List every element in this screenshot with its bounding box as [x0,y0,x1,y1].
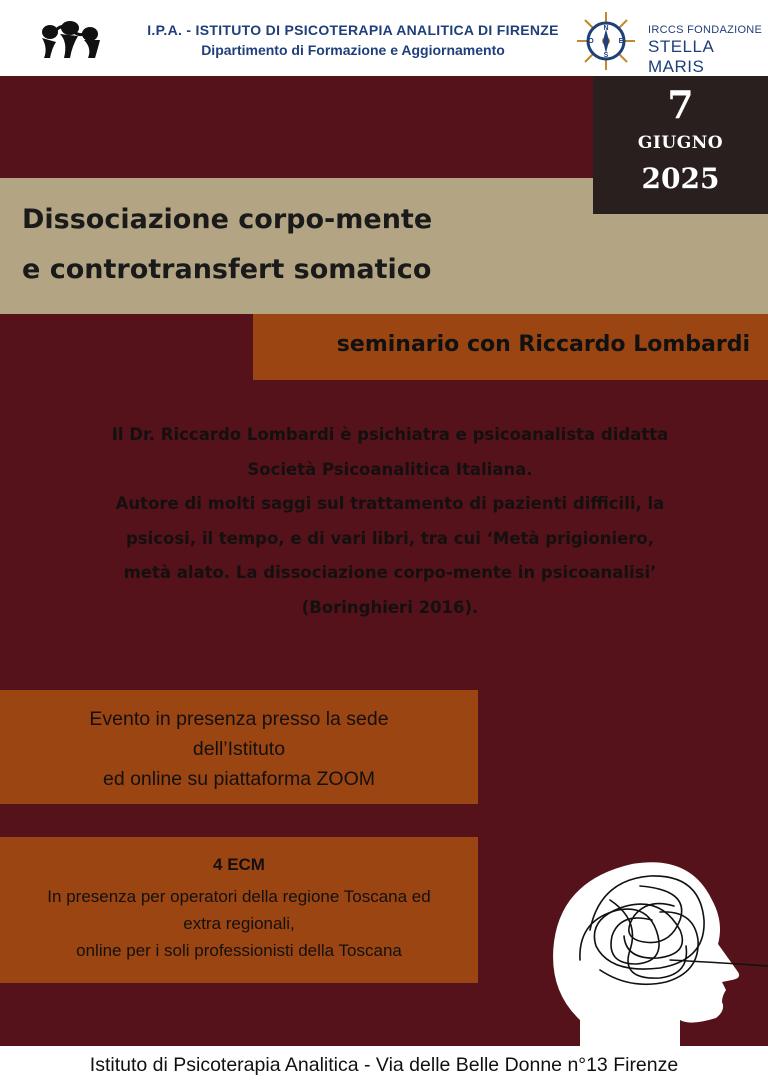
ecm-text [0,883,478,964]
partner-name: STELLA MARIS [648,37,714,76]
footer-address: Istituto di Psicoterapia Analitica - Via delle Belle Donne n°13 Firenze [89,1054,679,1076]
event-line: dell’Istituto [192,738,286,760]
institute-name: I.P.A. - ISTITUTO DI PSICOTERAPIA ANALITICA DI FIRENZE [147,22,559,38]
date-month: GIUGNO [637,133,724,153]
header [0,0,768,76]
bio-line: metà alato. La dissociazione corpo-mente in psicoanalisi’ [123,563,657,582]
event-line: ed online su piattaforma ZOOM [102,768,376,790]
seminar-title-line-1: Dissociazione corpo-mente [22,204,433,235]
bio-line: Società Psicoanalitica Italiana. [247,459,533,479]
compass-letter-s: S [603,52,609,59]
ipa-logo-icon [38,18,104,60]
bio-line: (Boringhieri 2016). [301,597,479,617]
compass-logo-icon [573,10,639,72]
ecm-line: online per i soli professionisti della Toscana [76,941,402,960]
speaker-bio [0,418,768,625]
event-line: Evento in presenza presso la sede [89,708,389,730]
speaker-band [253,314,768,380]
bio-line: Autore di molti saggi sul trattamento di pazienti difficili, la [115,494,665,513]
compass-letter-n: N [603,25,609,32]
footer [0,1046,768,1086]
ecm-title: 4 ECM [213,855,265,874]
ecm-box [0,837,478,983]
event-date [593,76,768,214]
partner-small-label: IRCCS FONDAZIONE [648,24,763,36]
bio-line: psicosi, il tempo, e di vari libri, tra cui ‘Metà prigioniero, [125,528,655,548]
compass-letter-e: E [618,38,624,45]
event-format-box [0,690,478,804]
bio-line: Il Dr. Riccardo Lombardi è psichiatra e psicoanalista didatta [111,425,669,444]
event-format-text [0,704,478,794]
compass-letter-o: O [588,38,594,45]
date-day: 7 [667,82,694,127]
seminar-title-line-2: e controtransfert somatico [22,254,432,285]
ecm-line: extra regionali, [183,914,295,933]
head-profile-icon [540,850,768,1046]
speaker-line: seminario con Riccardo Lombardi [336,332,750,357]
date-year: 2025 [641,162,720,195]
ecm-line: In presenza per operatori della regione Toscana ed [47,887,431,906]
department-name: Dipartimento di Formazione e Aggiornamento [201,42,505,58]
